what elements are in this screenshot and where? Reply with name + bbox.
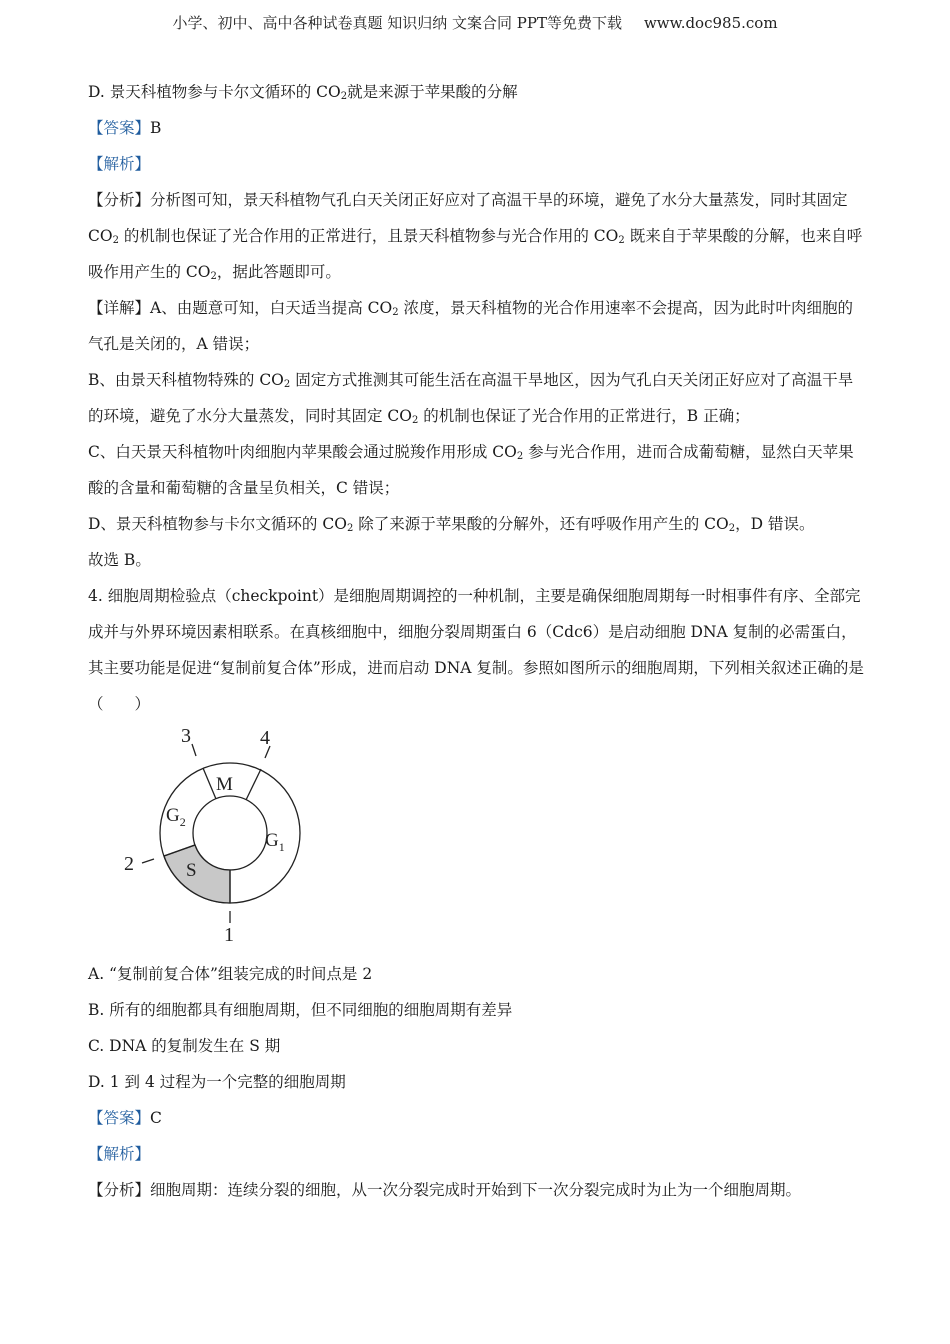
q3-jiexi: 【解析】 [88,155,151,173]
phase-s: S [186,860,197,881]
header-site[interactable]: www.doc985.com [643,14,778,32]
page-header [0,12,950,33]
divider-4 [246,769,261,800]
q3-fenxi: 【分析】分析图可知，景天科植物气孔白天关闭正好应对了高温干旱的环境，避免了水分大量蒸发，同时其固定 $CO_2$ 的机制也保证了光合作用的正常进行，且景天科植物参与光合作用的 $CO_2$ 既来自于苹果酸的分解，也来自呼吸作用产生的 $CO_2$，据此答题即可。 [88,191,863,282]
tick-3 [192,744,196,756]
tick-2 [142,859,154,863]
q3-option-d: D. 景天科植物参与卡尔文循环的 $CO_2$就是来源于苹果酸的分解 [88,83,518,102]
phase-g2: $G_2$ [166,805,186,829]
q4-answer [88,1100,868,1136]
point-3: 3 [181,728,191,747]
q3-conclusion: 故选 B。 [88,551,151,569]
q4-jiexi: 【解析】 [88,1145,151,1163]
q3-xiangjie-d: D、景天科植物参与卡尔文循环的 $CO_2$ 除了来源于苹果酸的分解外，还有呼吸作用产生的 $CO_2$，D 错误。 [88,515,815,534]
q4-option-a: A. “复制前复合体”组装完成的时间点是 2 [88,965,373,983]
answer-tag: 【答案】 [88,119,151,137]
q3-xiangjie-b: B、由景天科植物特殊的 $CO_2$ 固定方式推测其可能生活在高温干旱地区，因为气孔白天关闭正好应对了高温干旱的环境，避免了水分大量蒸发，同时其固定 $CO_2$ 的机制也保证了光合作用的正常进行，B 正确； [88,371,854,426]
q3-xiangjie-c: C、白天景天科植物叶肉细胞内苹果酸会通过脱羧作用形成 $CO_2$ 参与光合作用，进而合成葡萄糖，显然白天苹果酸的含量和葡萄糖的含量呈负相关，C 错误； [88,443,854,497]
divider-3 [203,768,216,799]
point-4: 4 [260,728,270,749]
q4-option-c: C. DNA 的复制发生在 S 期 [88,1037,281,1055]
header-text: 小学、初中、高中各种试卷真题 知识归纳 文案合同 PPT等免费下载 [172,14,622,32]
phase-m: M [216,774,233,795]
point-1: 1 [224,924,234,946]
answer-value: B [150,119,162,137]
q4-fenxi: 【分析】细胞周期：连续分裂的细胞，从一次分裂完成时开始到下一次分裂完成时为止为一个细胞周期。 [88,1181,802,1199]
q3-answer [88,110,868,146]
q4-stem: 4. 细胞周期检验点（checkpoint）是细胞周期调控的一种机制，主要是确保细胞周期每一时相事件有序、全部完成并与外界环境因素相联系。在真核细胞中，细胞分裂周期蛋白 6（Cdc6）是启动细胞 DNA 复制的必需蛋白，其主要功能是促进“复制前复合体”形成，进而启动 DNA 复制。参照如图所示的细胞周期，下列相关叙述正确的是（ ） [88,587,864,713]
document-body [88,74,868,1208]
q3-xiangjie-a: 【详解】A、由题意可知，白天适当提高 $CO_2$ 浓度，景天科植物的光合作用速率不会提高，因为此时叶肉细胞的气孔是关闭的，A 错误； [88,299,854,353]
answer-tag: 【答案】 [88,1109,151,1127]
answer-value: C [150,1109,162,1127]
point-2: 2 [124,853,134,875]
q4-option-b: B. 所有的细胞都具有细胞周期，但不同细胞的细胞周期有差异 [88,1001,513,1019]
q4-option-d: D. 1 到 4 过程为一个完整的细胞周期 [88,1073,346,1091]
cell-cycle-figure [110,728,310,948]
phase-g1: $G_1$ [265,830,285,854]
